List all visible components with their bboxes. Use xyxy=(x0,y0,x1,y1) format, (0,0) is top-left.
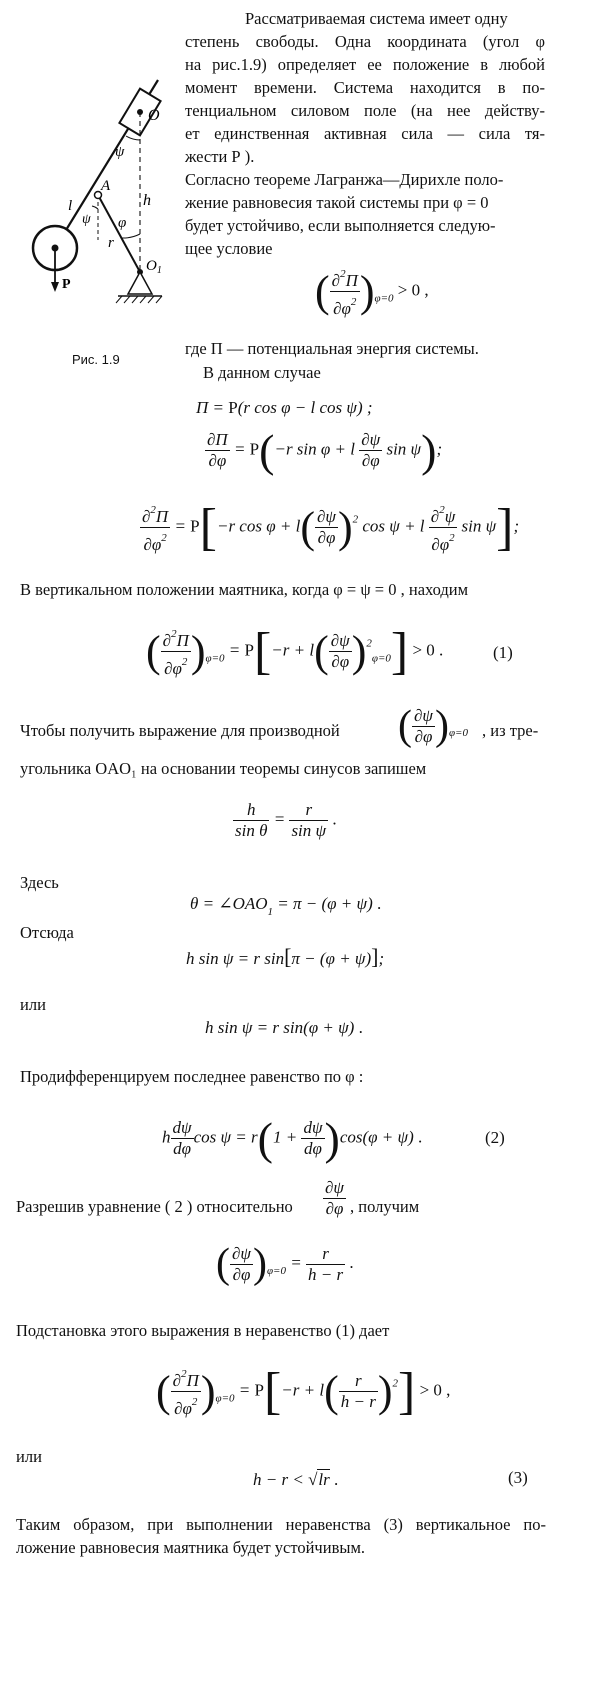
hsin-formula-2: h sin ψ = r sin(φ + ψ) . xyxy=(205,1018,363,1037)
solve-text: Разрешив уравнение ( 2 ) относительно xyxy=(16,1197,293,1216)
conclusion-line-2: ложение равновесия маятника будет устойчивым. xyxy=(16,1538,366,1557)
subst-text: Подстановка этого выражения в неравенство (1) дает xyxy=(16,1321,390,1340)
intro-line: щее условие xyxy=(185,239,273,258)
label-psi-top: ψ xyxy=(115,144,125,160)
intro-line: Согласно теореме Лагранжа—Дирихле поло- xyxy=(185,170,504,189)
label-p: P xyxy=(62,277,71,292)
diff-text: Продифференцируем последнее равенство по φ : xyxy=(20,1067,364,1086)
here-text: Здесь xyxy=(20,873,59,892)
first-derivative-formula: $\frac{\partial П}{\partial\varphi}$ = P(−r sin φ + l $\frac{\partial\psi}{\partial\varphi}$ sin ψ); xyxy=(207,425,443,476)
label-o: O xyxy=(148,107,160,124)
label-r: r xyxy=(108,235,114,251)
vertical-text: В вертикальном положении маятника, когда φ = ψ = 0 , находим xyxy=(20,580,469,599)
derivative-result: ( $\frac{\partial\psi}{\partial\varphi}$ )$_{\varphi=0}$ = $\frac{r}{h - r}$ . xyxy=(216,1241,354,1287)
arc-psi-top xyxy=(126,136,140,140)
intro-line: тенциальном силовом поле (на нее действу- xyxy=(185,101,545,120)
or-text-2: или xyxy=(16,1447,42,1466)
or-text-1: или xyxy=(20,995,46,1014)
weight-arrowhead xyxy=(51,282,59,292)
label-h: h xyxy=(143,192,151,209)
eq-number-1: (1) xyxy=(493,643,513,662)
hsin-formula-1: h sin ψ = r sin[π − (φ + ψ)]; xyxy=(186,944,385,969)
final-inequality: h − r < √lr . xyxy=(253,1470,339,1489)
label-o1: $O_1$ xyxy=(146,258,162,276)
theta-formula: $\theta = \angle OAO_1 = \pi - (\varphi + \psi)$ . xyxy=(190,894,382,918)
condition-formula: ( $\frac{\partial^2П}{\partial\varphi^2}$ )$_{\varphi=0} > 0$ , xyxy=(315,264,429,319)
intro-line: на рис.1.9) определяет ее положение в любой xyxy=(185,55,545,74)
eq-number-2: (2) xyxy=(485,1128,505,1147)
inline-dpsi-dphi: $\frac{\partial\psi}{\partial\varphi}$ xyxy=(325,1178,344,1218)
intro-line: ет единственная активная сила — сила тя- xyxy=(185,124,545,143)
stability-formula-1: ( $\frac{\partial^2П}{\partial\varphi^2}$ )$_{\varphi=0} = P[-r + l$( $\frac{\partial\psi}{\partial\varphi}$ )$^2_{\varphi=0}$] > 0 . xyxy=(146,623,444,680)
label-psi-left: ψ xyxy=(82,212,91,227)
intro-line: будет устойчиво, если выполняется следую- xyxy=(185,216,496,235)
to-get-text-end: , из тре- xyxy=(482,721,539,740)
intro-line: степень свободы. Одна координата (угол φ xyxy=(185,32,545,51)
eq-number-3: (3) xyxy=(508,1468,528,1487)
conclusion-line-1: Таким образом, при выполнении неравенства (3) вертикальное по- xyxy=(16,1515,546,1534)
potential-formula: П = P(r cos φ − l cos ψ) ; xyxy=(196,398,373,417)
sine-theorem-formula: $\frac{h}{\text{sin θ}}$ = $\frac{r}{\text{sin ψ}}$ . xyxy=(235,800,337,840)
case-text: В данном случае xyxy=(203,363,321,382)
second-derivative-formula: $\frac{\partial^2П}{\partial\varphi^2}$ = P[−r cos φ + l( $\frac{\partial\psi}{\partial\varphi}$ )$^2$ cos ψ + l $\frac{\partial^2\psi}{\partial\varphi^2}$ sin ψ]; xyxy=(142,499,520,556)
intro-line: жение равновесия такой системы при φ = 0 xyxy=(185,193,489,212)
substituted-formula: ( $\frac{\partial^2П}{\partial\varphi^2}$ )$_{\varphi=0} = P[-r + l$( $\frac{r}{h - r}$ )$^2$] > 0 , xyxy=(156,1363,451,1420)
label-l: l xyxy=(68,198,73,214)
label-phi: φ xyxy=(118,215,127,231)
crank-r xyxy=(98,195,140,272)
solve-text-end: , получим xyxy=(350,1197,420,1216)
where-text: где П — потенциальная энергия системы. xyxy=(185,339,479,358)
hence-text: Отсюда xyxy=(20,923,74,942)
ground-hatch xyxy=(116,296,162,303)
to-get-text: Чтобы получить выражение для производной xyxy=(20,721,340,740)
intro-line: Рассматриваемая система имеет одну xyxy=(245,9,508,28)
inline-derivative: ( $\frac{\partial\psi}{\partial\varphi}$ )$_{\varphi=0}$ xyxy=(398,703,468,749)
label-a: A xyxy=(101,178,111,194)
arc-phi xyxy=(121,234,140,238)
intro-line: момент времени. Система находится в по- xyxy=(185,78,545,97)
triangle-text: угольника OAO₁ на основании теоремы синусов запишем xyxy=(20,759,427,778)
support-triangle xyxy=(128,272,152,294)
intro-line: жести Р ). xyxy=(185,147,255,166)
differentiated-formula: h $\frac{d\psi}{d\varphi}$ cos ψ = r(1 + $\frac{d\psi}{d\varphi}$ )cos(φ + ψ) . xyxy=(162,1113,423,1164)
figure-caption: Рис. 1.9 xyxy=(72,352,120,367)
arc-psi-left xyxy=(92,206,98,209)
pendulum-figure xyxy=(0,60,190,320)
